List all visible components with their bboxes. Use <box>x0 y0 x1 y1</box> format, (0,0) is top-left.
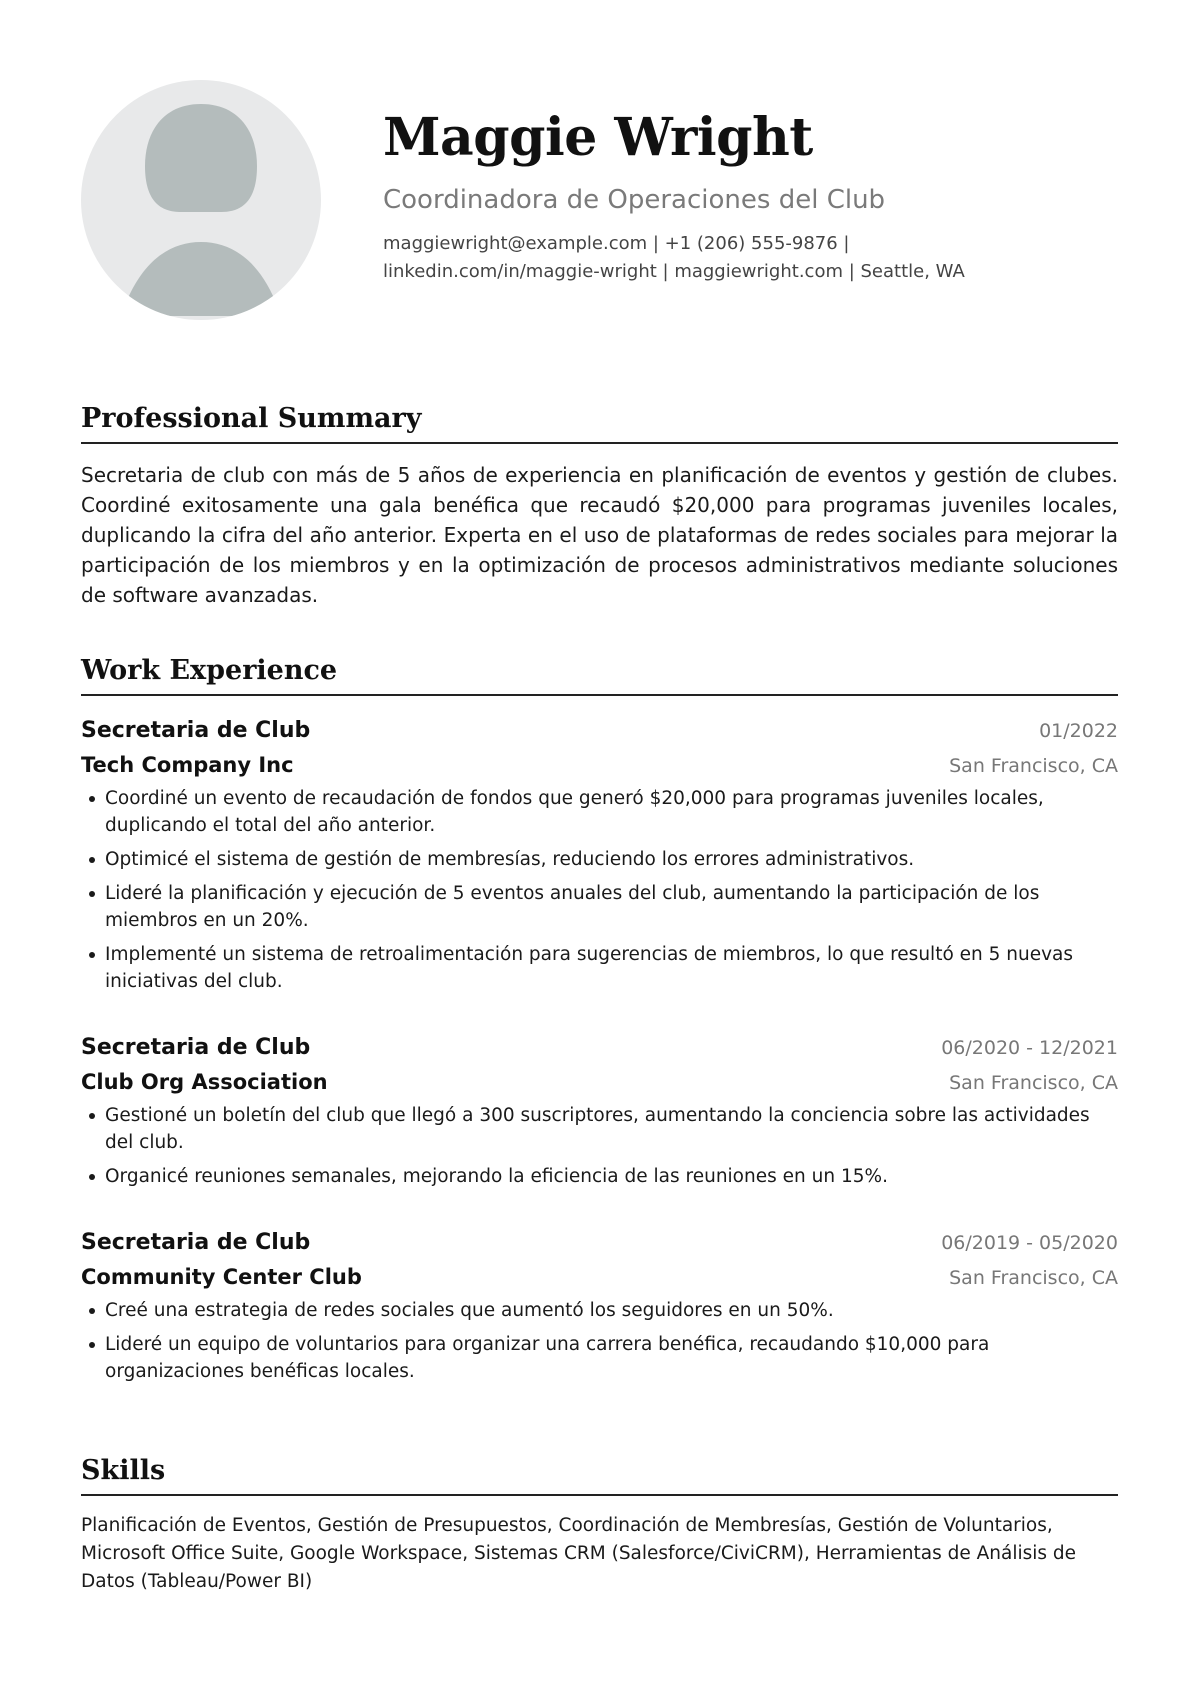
job-date: 06/2019 - 05/2020 <box>941 1232 1118 1254</box>
job-role: Secretaria de Club <box>81 718 311 743</box>
job-entry <box>81 1031 1118 1190</box>
bullet-icon <box>89 952 95 958</box>
skills-heading: Skills <box>81 1452 1118 1496</box>
job-company: Tech Company Inc <box>81 753 294 777</box>
experience-heading: Work Experience <box>81 652 1118 696</box>
bullet-icon <box>89 796 95 802</box>
job-role: Secretaria de Club <box>81 1230 311 1255</box>
bullet-text: Optimicé el sistema de gestión de membresías, reduciendo los errores administrativos. <box>105 849 915 870</box>
job-date: 06/2020 - 12/2021 <box>941 1037 1118 1059</box>
avatar <box>81 80 321 320</box>
bullet-text: Creé una estrategia de redes sociales que aumentó los seguidores en un 50%. <box>105 1300 834 1321</box>
candidate-name: Maggie Wright <box>383 107 813 168</box>
candidate-title: Coordinadora de Operaciones del Club <box>383 185 886 215</box>
summary-heading: Professional Summary <box>81 400 1118 444</box>
bullet-icon <box>89 891 95 897</box>
skills-text: Planificación de Eventos, Gestión de Presupuestos, Coordinación de Membresías, Gestión de Voluntarios, Microsoft Office Suite, Google Workspace, Sistemas CRM (Salesforce/CiviCRM), Herramientas de Análisis de Datos (Tableau/Power BI) <box>81 1515 1077 1592</box>
bullet-item <box>81 1331 1118 1385</box>
job-date: 01/2022 <box>1039 720 1118 742</box>
skills-section <box>81 1452 1118 1596</box>
bullet-text: Lideré la planificación y ejecución de 5 eventos anuales del club, aumentando la participación de los miembros en un 20%. <box>105 883 1040 931</box>
bullet-item <box>81 1102 1118 1156</box>
contact-line-1: maggiewright@example.com | +1 (206) 555-9876 | <box>383 233 850 254</box>
bullet-icon <box>89 1174 95 1180</box>
job-company: Community Center Club <box>81 1265 362 1289</box>
bullet-item <box>81 846 1118 873</box>
bullet-item <box>81 1163 1118 1190</box>
person-silhouette-icon <box>81 80 321 320</box>
job-entry <box>81 714 1118 995</box>
experience-section <box>81 652 1118 1392</box>
bullet-text: Gestioné un boletín del club que llegó a 300 suscriptores, aumentando la conciencia sobre las actividades del club. <box>105 1105 1090 1153</box>
bullet-text: Organicé reuniones semanales, mejorando la eficiencia de las reuniones en un 15%. <box>105 1166 888 1187</box>
bullet-icon <box>89 1113 95 1119</box>
bullet-icon <box>89 1308 95 1314</box>
job-bullets <box>81 1297 1118 1385</box>
bullet-text: Coordiné un evento de recaudación de fondos que generó $20,000 para programas juveniles locales, duplicando el total del año anterior. <box>105 788 1044 836</box>
summary-text: Secretaria de club con más de 5 años de experiencia en planificación de eventos y gestión de clubes. Coordiné exitosamente una gala benéfica que recaudó $20,000 para programas juveniles locales, duplicando la cifra del año anterior. Experta en el uso de plataformas de redes sociales para mejorar la participación de los miembros y en la optimización de procesos administrativos mediante soluciones de software avanzadas. <box>81 463 1118 607</box>
bullet-icon <box>89 1342 95 1348</box>
bullet-item <box>81 1297 1118 1324</box>
header <box>383 104 1103 286</box>
bullet-item <box>81 785 1118 839</box>
bullet-item <box>81 941 1118 995</box>
job-entry <box>81 1226 1118 1385</box>
bullet-item <box>81 880 1118 934</box>
bullet-text: Implementé un sistema de retroalimentación para sugerencias de miembros, lo que resultó en 5 nuevas iniciativas del club. <box>105 944 1074 992</box>
bullet-icon <box>89 857 95 863</box>
job-bullets <box>81 1102 1118 1190</box>
contact-info <box>383 230 1103 286</box>
bullet-text: Lideré un equipo de voluntarios para organizar una carrera benéfica, recaudando $10,000 para organizaciones benéficas locales. <box>105 1334 990 1382</box>
job-location: San Francisco, CA <box>949 755 1118 777</box>
job-bullets <box>81 785 1118 995</box>
job-company: Club Org Association <box>81 1070 328 1094</box>
job-location: San Francisco, CA <box>949 1267 1118 1289</box>
contact-line-2: linkedin.com/in/maggie-wright | maggiewright.com | Seattle, WA <box>383 261 965 282</box>
job-role: Secretaria de Club <box>81 1035 311 1060</box>
job-location: San Francisco, CA <box>949 1072 1118 1094</box>
summary-section <box>81 400 1118 610</box>
